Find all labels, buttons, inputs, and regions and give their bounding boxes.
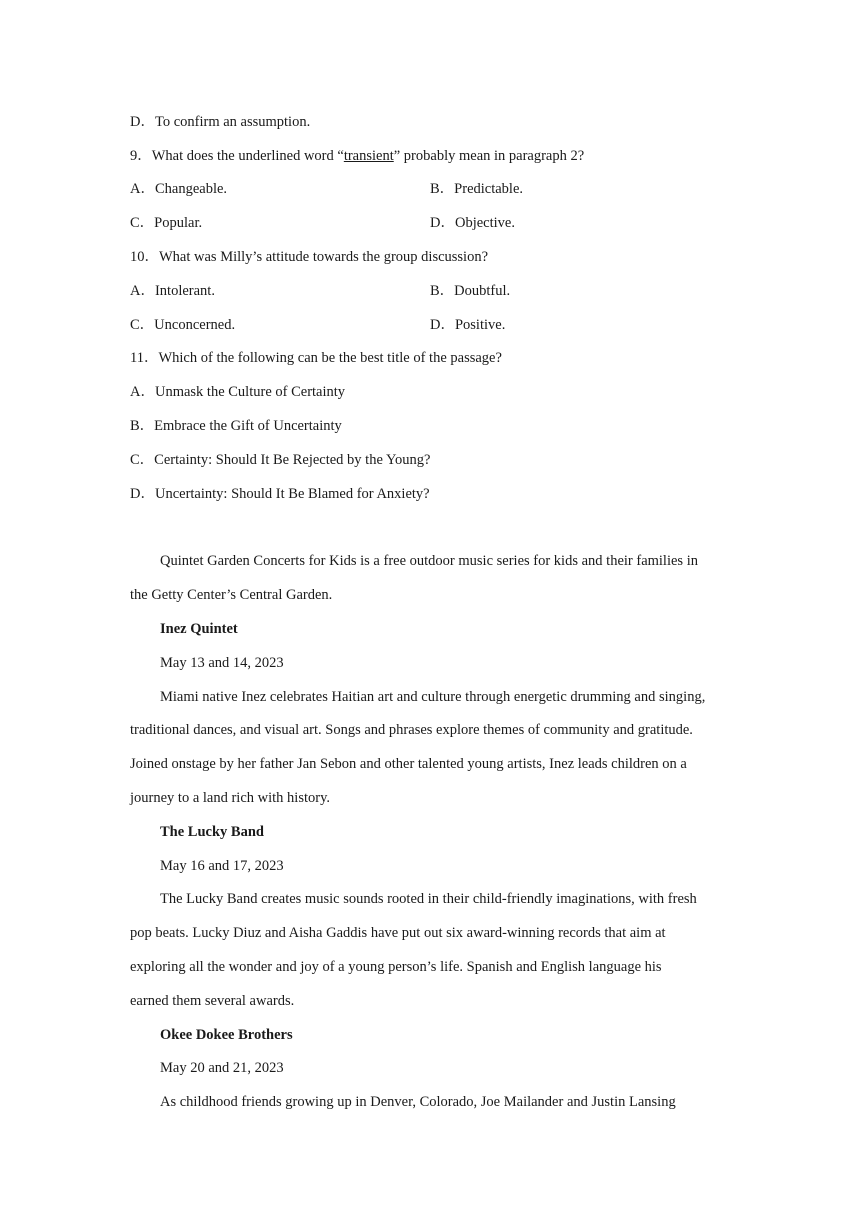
- section-date-okee: May 20 and 21, 2023: [160, 1060, 284, 1076]
- section-date-inez: May 13 and 14, 2023: [160, 655, 284, 671]
- q11-option-d: D．Uncertainty: Should It Be Blamed for Anxiety?: [130, 486, 430, 502]
- section-heading-inez: Inez Quintet: [160, 621, 238, 637]
- q9-option-d: D．Objective.: [430, 215, 515, 231]
- q9-option-c: C．Popular.: [130, 215, 203, 231]
- q10-option-b: B．Doubtful.: [430, 283, 511, 299]
- q11-option-b: B．Embrace the Gift of Uncertainty: [130, 418, 342, 434]
- q11-option-c: C．Certainty: Should It Be Rejected by the Young?: [130, 452, 431, 468]
- section-heading-lucky: The Lucky Band: [160, 824, 264, 840]
- q9-option-b: B．Predictable.: [430, 181, 524, 197]
- paragraph-line: Miami native Inez celebrates Haitian art and culture through energetic drumming and singing,: [160, 689, 706, 705]
- passage-intro-line: Quintet Garden Concerts for Kids is a free outdoor music series for kids and their families in: [160, 553, 698, 569]
- underlined-word: transient: [343, 148, 394, 164]
- paragraph-line: The Lucky Band creates music sounds rooted in their child-friendly imaginations, with fresh: [160, 891, 697, 907]
- q10-option-a: A．Intolerant.: [130, 283, 215, 299]
- paragraph-line: As childhood friends growing up in Denver, Colorado, Joe Mailander and Justin Lansing: [160, 1094, 676, 1110]
- q9-question: 9．What does the underlined word “transient” probably mean in paragraph 2?: [130, 148, 585, 164]
- paragraph-line: earned them several awards.: [130, 993, 295, 1009]
- section-date-lucky: May 16 and 17, 2023: [160, 858, 284, 874]
- section-heading-okee: Okee Dokee Brothers: [160, 1027, 293, 1043]
- q11-question: 11．Which of the following can be the best title of the passage?: [130, 350, 502, 366]
- passage-intro-line: the Getty Center’s Central Garden.: [130, 587, 333, 603]
- q10-question: 10．What was Milly’s attitude towards the group discussion?: [130, 249, 489, 265]
- q11-option-a: A．Unmask the Culture of Certainty: [130, 384, 346, 400]
- paragraph-line: exploring all the wonder and joy of a young person’s life. Spanish and English language his: [130, 959, 662, 975]
- q10-option-d: D．Positive.: [430, 317, 506, 333]
- q8-option-d: D．To confirm an assumption.: [130, 114, 311, 130]
- paragraph-line: Joined onstage by her father Jan Sebon and other talented young artists, Inez leads children on a: [130, 756, 687, 772]
- paragraph-line: traditional dances, and visual art. Songs and phrases explore themes of community and gratitude.: [130, 722, 693, 738]
- paragraph-line: journey to a land rich with history.: [130, 790, 331, 806]
- q9-option-a: A．Changeable.: [130, 181, 228, 197]
- q10-option-c: C．Unconcerned.: [130, 317, 236, 333]
- paragraph-line: pop beats. Lucky Diuz and Aisha Gaddis have put out six award-winning records that aim at: [130, 925, 666, 941]
